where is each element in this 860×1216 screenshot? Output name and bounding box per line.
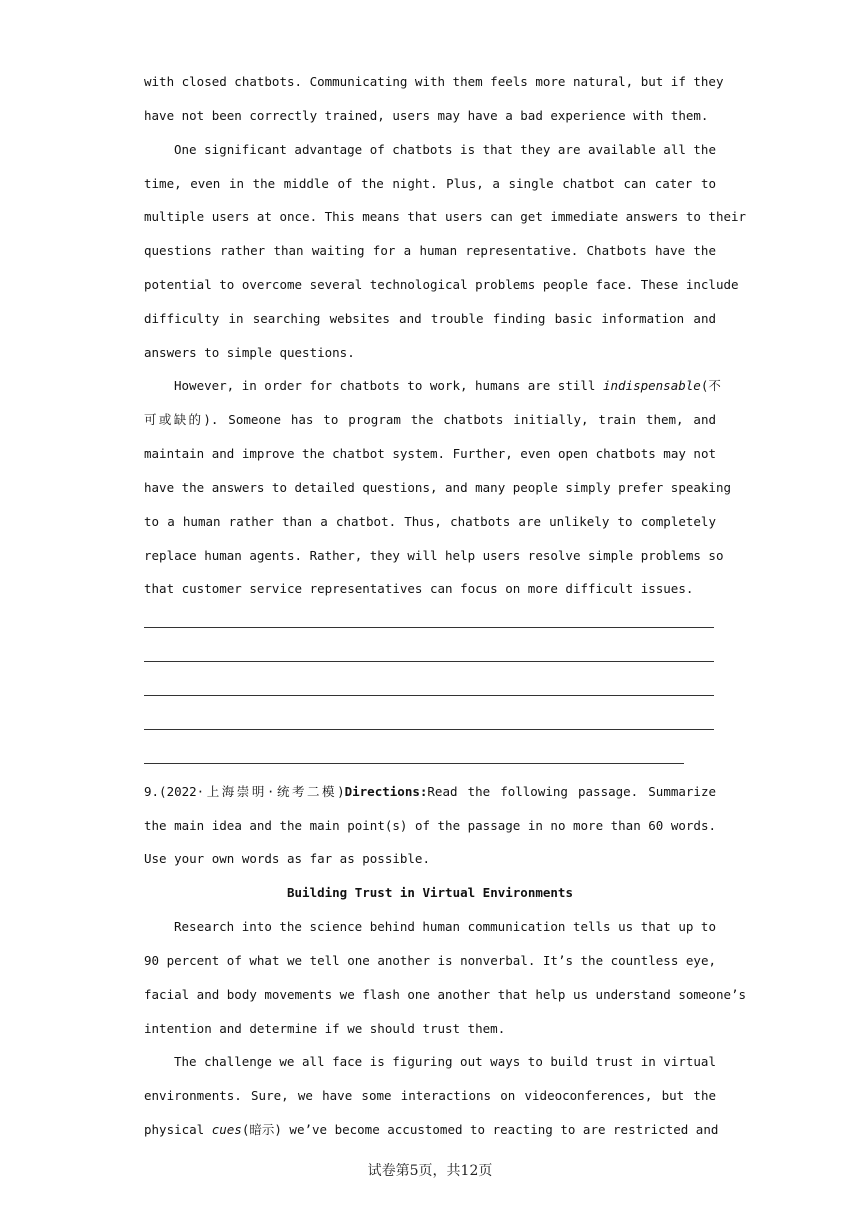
- text-line: questions rather than waiting for a human representative. Chatbots have the: [144, 243, 716, 258]
- answer-line: [144, 695, 714, 696]
- text-run: Read the following passage. Summarize: [427, 784, 716, 799]
- text-line: facial and body movements we flash one another that help us understand someone’s: [144, 987, 747, 1002]
- passage-title: Building Trust in Virtual Environments: [287, 885, 573, 900]
- text-line: 90 percent of what we tell one another is nonverbal. It’s the countless eye,: [144, 953, 716, 968]
- text-line: answers to simple questions.: [144, 345, 355, 360]
- question-number: 9.(2022·上海崇明·统考二模): [144, 784, 345, 799]
- text-line: to a human rather than a chatbot. Thus, chatbots are unlikely to completely: [144, 514, 716, 529]
- text-run: physical: [144, 1122, 212, 1137]
- text-line: potential to overcome several technological problems people face. These include: [144, 277, 739, 292]
- text-line: that customer service representatives can focus on more difficult issues.: [144, 581, 694, 596]
- text-line: Research into the science behind human communication tells us that up to: [174, 919, 716, 934]
- text-line: environments. Sure, we have some interactions on videoconferences, but the: [144, 1088, 716, 1103]
- page-footer: 试卷第5页，共12页: [367, 1163, 493, 1179]
- text-line: One significant advantage of chatbots is that they are available all the: [174, 142, 716, 157]
- text-line: intention and determine if we should trust them.: [144, 1021, 506, 1036]
- text-line: maintain and improve the chatbot system. Further, even open chatbots may not: [144, 446, 716, 461]
- text-line: have not been correctly trained, users may have a bad experience with them.: [144, 108, 709, 123]
- question-heading: [144, 783, 716, 801]
- text-line: with closed chatbots. Communicating with them feels more natural, but if they: [144, 74, 724, 89]
- text-line: 可或缺的). Someone has to program the chatbots initially, train them, and: [144, 412, 716, 427]
- directions-label: Directions:: [344, 784, 428, 799]
- text-run: However, in order for chatbots to work, humans are still: [174, 378, 603, 393]
- text-line: [144, 1121, 719, 1139]
- text-line: [174, 377, 721, 395]
- answer-line: [144, 627, 714, 628]
- text-line: replace human agents. Rather, they will help users resolve simple problems so: [144, 548, 724, 563]
- text-line: difficulty in searching websites and trouble finding basic information and: [144, 311, 716, 326]
- text-line: time, even in the middle of the night. Plus, a single chatbot can cater to: [144, 176, 716, 191]
- text-line: multiple users at once. This means that users can get immediate answers to their: [144, 209, 747, 224]
- text-line: have the answers to detailed questions, and many people simply prefer speaking: [144, 480, 731, 495]
- answer-line: [144, 763, 684, 764]
- answer-line: [144, 729, 714, 730]
- text-line: The challenge we all face is figuring out ways to build trust in virtual: [174, 1054, 716, 1069]
- italic-term: indispensable: [602, 378, 701, 393]
- text-line: Use your own words as far as possible.: [144, 851, 430, 866]
- text-line: the main idea and the main point(s) of the passage in no more than 60 words.: [144, 818, 716, 833]
- text-run: (不: [700, 378, 721, 393]
- text-run: (暗示) we’ve become accustomed to reacting to are restricted and: [241, 1122, 719, 1137]
- answer-line: [144, 661, 714, 662]
- italic-term: cues: [211, 1122, 242, 1137]
